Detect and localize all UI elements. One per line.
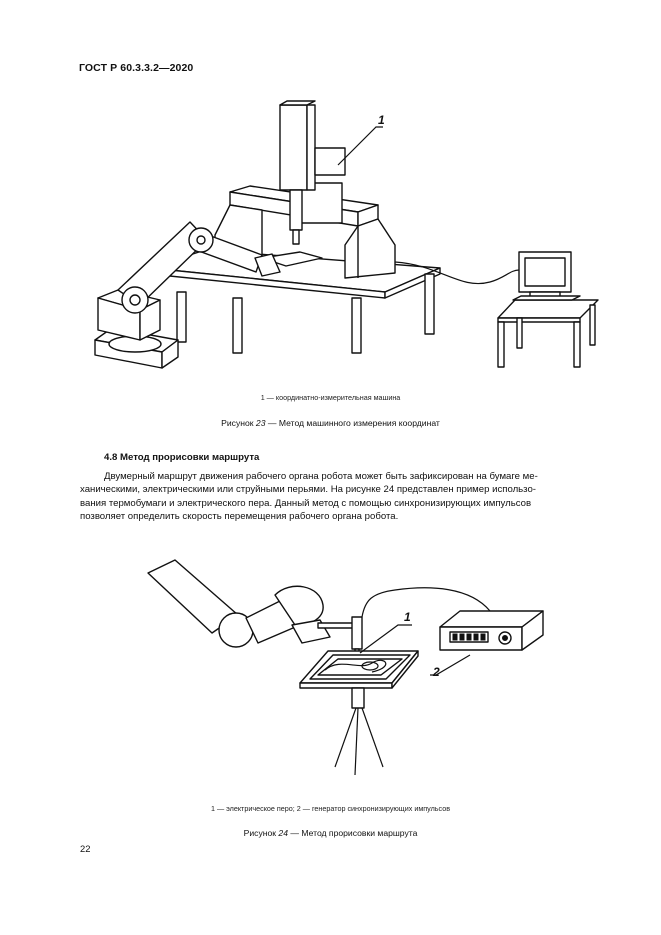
section-title: 4.8 Метод прорисовки маршрута xyxy=(104,452,260,463)
paragraph-line: ханическими, электрическими или струйными перьями. На рисунке 24 представлен пример использо- xyxy=(80,484,537,496)
section-paragraph xyxy=(80,470,580,524)
figure-23-legend: 1 — координатно-измерительная машина xyxy=(260,393,401,402)
figure-24-legend: 1 — электрическое перо; 2 — генератор синхронизирующих импульсов xyxy=(210,804,451,813)
figure-23-callout: 1 xyxy=(378,113,385,127)
figure-24-illustration xyxy=(0,545,661,795)
paragraph-line: позволяет определить скорость перемещения рабочего органа робота. xyxy=(80,511,399,523)
page-number: 22 xyxy=(80,843,91,854)
figure-24-caption: Рисунок 24 — Метод прорисовки маршрута xyxy=(243,828,418,838)
figure-24-callout-1: 1 xyxy=(404,610,411,624)
figure-23-caption: Рисунок 23 — Метод машинного измерения координат xyxy=(221,418,440,428)
figure-24-callout-2: 2 xyxy=(433,665,440,679)
paragraph-line: вания термобумаги и электрического пера. Данный метод с помощью синхронизирующих импульсов xyxy=(80,497,532,509)
paragraph-line: Двумерный маршрут движения рабочего органа робота может быть зафиксирован на бумаге ме- xyxy=(104,471,538,482)
standard-header: ГОСТ Р 60.3.3.2—2020 xyxy=(79,62,194,74)
figure-23-illustration xyxy=(0,0,661,400)
